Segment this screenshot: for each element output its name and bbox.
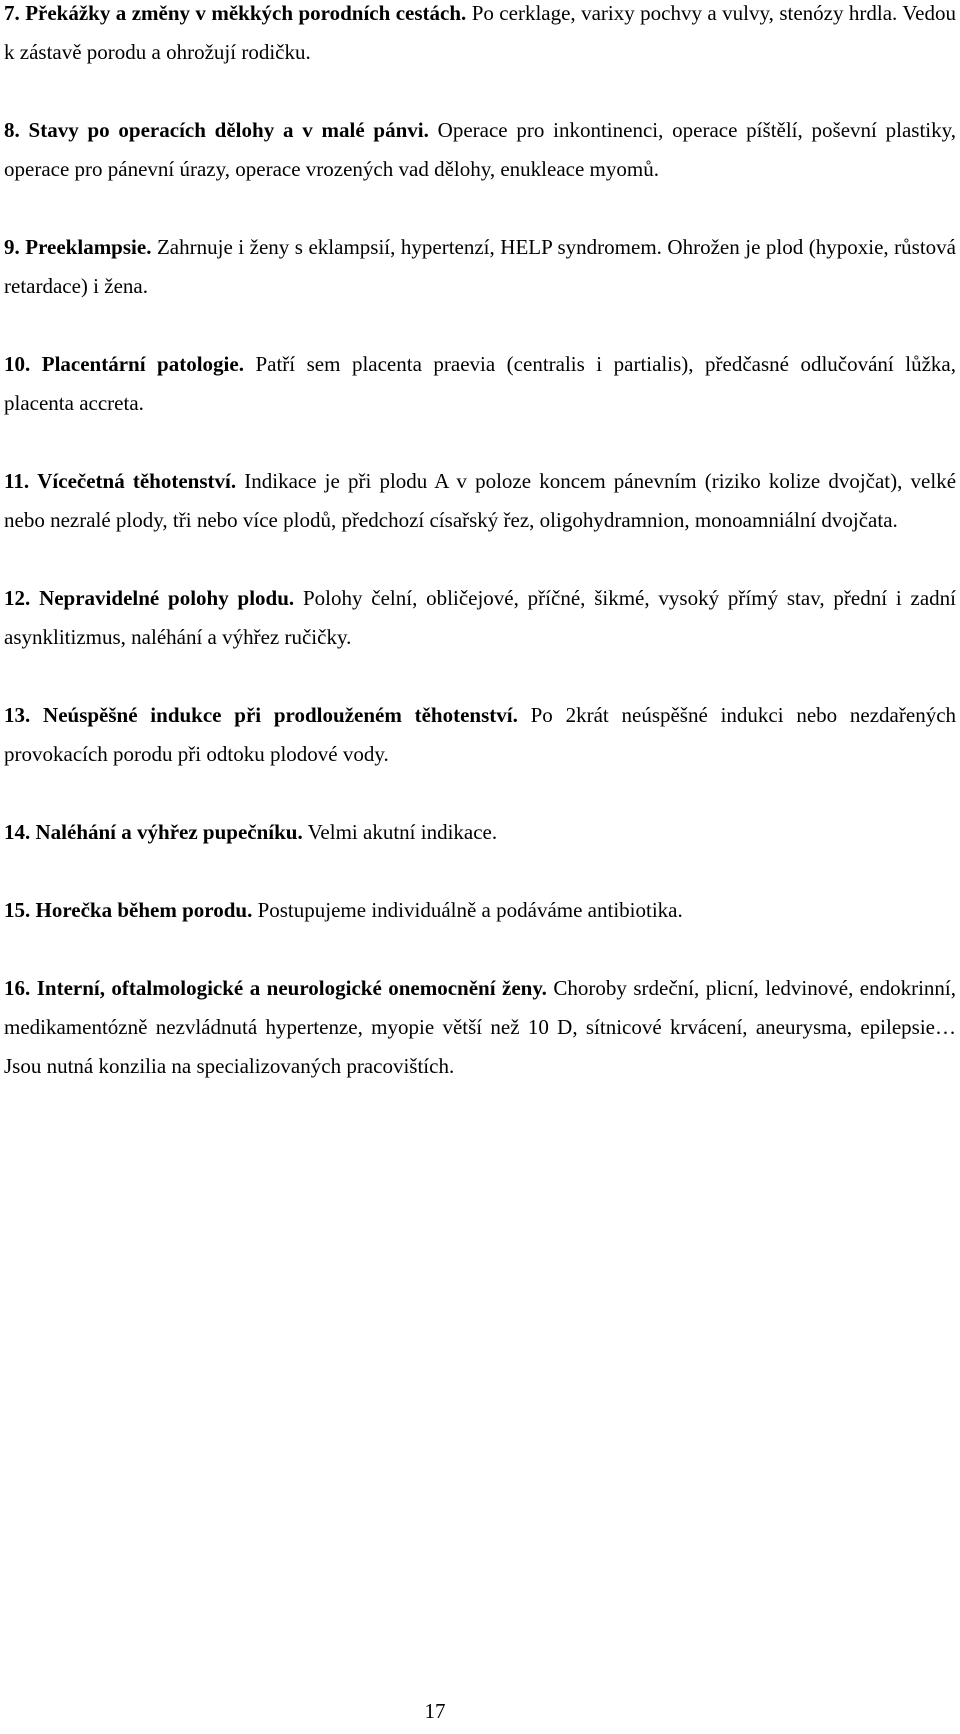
item-number: 8. — [4, 118, 20, 142]
list-item — [4, 969, 956, 1086]
list-item — [4, 111, 956, 189]
item-heading: Placentární patologie. — [41, 352, 244, 376]
item-text: Polohy čelní, obličejové, příčné, šikmé, vysoký přímý stav, přední i zadní asynklitizmus, naléhání a výhřez ručičky. — [4, 586, 956, 649]
item-heading: Horečka během porodu. — [35, 898, 253, 922]
list-item — [4, 228, 956, 306]
item-text: Operace pro inkontinenci, operace píštělí, poševní plastiky, operace pro pánevní úrazy, operace vrozených vad dělohy, enukleace myomů. — [4, 118, 957, 181]
page-number: 17 — [424, 1699, 446, 1723]
item-number: 9. — [4, 235, 20, 259]
item-number: 15. — [4, 898, 31, 922]
item-heading: Preeklampsie. — [25, 235, 152, 259]
item-heading: Neúspěšné indukce při prodlouženém těhotenství. — [43, 703, 518, 727]
list-item — [4, 579, 956, 657]
item-text: Po 2krát neúspěšné indukci nebo nezdařených provokacích porodu při odtoku plodové vody. — [4, 703, 957, 766]
item-heading: Interní, oftalmologické a neurologické onemocnění ženy. — [36, 976, 547, 1000]
item-number: 12. — [4, 586, 31, 610]
item-heading: Vícečetná těhotenství. — [37, 469, 237, 493]
list-item — [4, 0, 956, 72]
item-text: Indikace je při plodu A v poloze koncem pánevním (riziko kolize dvojčat), velké nebo nezralé plody, tři nebo více plodů, předchozí císařský řez, oligohydramnion, monoamniální dvojčata. — [4, 469, 957, 532]
item-number: 11. — [4, 469, 30, 493]
item-number: 10. — [4, 352, 31, 376]
item-heading: Nepravidelné polohy plodu. — [39, 586, 295, 610]
document-page — [4, 0, 956, 1125]
item-number: 16. — [4, 976, 31, 1000]
list-item — [4, 813, 956, 852]
item-number: 7. — [4, 1, 20, 25]
item-number: 13. — [4, 703, 31, 727]
item-heading: Naléhání a výhřez pupečníku. — [35, 820, 303, 844]
item-heading: Stavy po operacích dělohy a v malé pánvi. — [28, 118, 429, 142]
list-item — [4, 696, 956, 774]
item-text: Velmi akutní indikace. — [307, 820, 498, 844]
item-text: Po cerklage, varixy pochvy a vulvy, stenózy hrdla. Vedou k zástavě porodu a ohrožují rodičku. — [4, 1, 957, 64]
item-text: Patří sem placenta praevia (centralis i partialis), předčasné odlučování lůžka, placenta accreta. — [4, 352, 956, 415]
item-text: Postupujeme individuálně a podáváme antibiotika. — [257, 898, 683, 922]
item-text: Zahrnuje i ženy s eklampsií, hypertenzí, HELP syndromem. Ohrožen je plod (hypoxie, růstová retardace) i žena. — [4, 235, 956, 298]
list-item — [4, 891, 956, 930]
list-item — [4, 462, 956, 540]
item-heading: Překážky a změny v měkkých porodních cestách. — [25, 1, 467, 25]
item-text: Choroby srdeční, plicní, ledvinové, endokrinní, medikamentózně nezvládnutá hypertenze, myopie větší než 10 D, sítnicové krvácení, aneurysma, epilepsie… Jsou nutná konzilia na specializovaných pracovištích. — [4, 976, 957, 1078]
item-number: 14. — [4, 820, 31, 844]
list-item — [4, 345, 956, 423]
